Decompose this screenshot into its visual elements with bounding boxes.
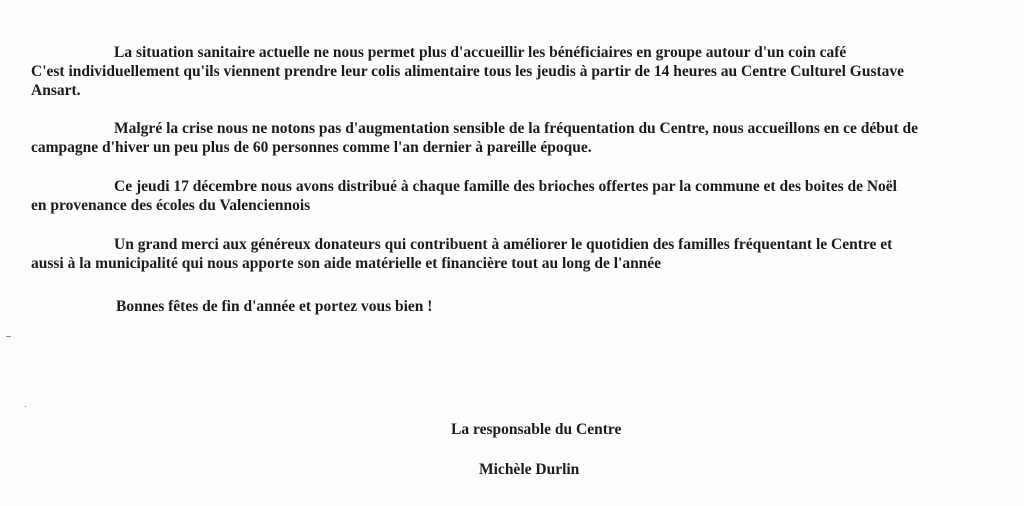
paragraph-4-line-1: Un grand merci aux généreux donateurs qui contribuent à améliorer le quotidien des familles fréquentant le Centre et [114,236,893,253]
paragraph-1-line-3: Ansart. [31,82,81,99]
paragraph-3-line-1: Ce jeudi 17 décembre nous avons distribué à chaque famille des brioches offertes par la commune et des boites de Noël [114,178,897,195]
signature-name: Michèle Durlin [479,461,580,478]
scan-speck [6,336,11,337]
scan-speck [25,406,26,407]
signature-role: La responsable du Centre [451,421,622,438]
paragraph-1-line-2: C'est individuellement qu'ils viennent prendre leur colis alimentaire tous les jeudis à partir de 14 heures au Centre Culturel Gustave [31,63,905,80]
paragraph-4-line-2: aussi à la municipalité qui nous apporte son aide matérielle et financière tout au long de l'année [31,255,662,272]
paragraph-2-line-1: Malgré la crise nous ne notons pas d'augmentation sensible de la fréquentation du Centre, nous accueillons en ce début de [114,120,919,137]
paragraph-1-line-1: La situation sanitaire actuelle ne nous permet plus d'accueillir les bénéficiaires en groupe autour d'un coin café [114,44,847,61]
closing-greeting: Bonnes fêtes de fin d'année et portez vous bien ! [116,298,433,315]
paragraph-2-line-2: campagne d'hiver un peu plus de 60 personnes comme l'an dernier à pareille époque. [31,139,592,156]
paragraph-3-line-2: en provenance des écoles du Valenciennois [31,197,311,214]
